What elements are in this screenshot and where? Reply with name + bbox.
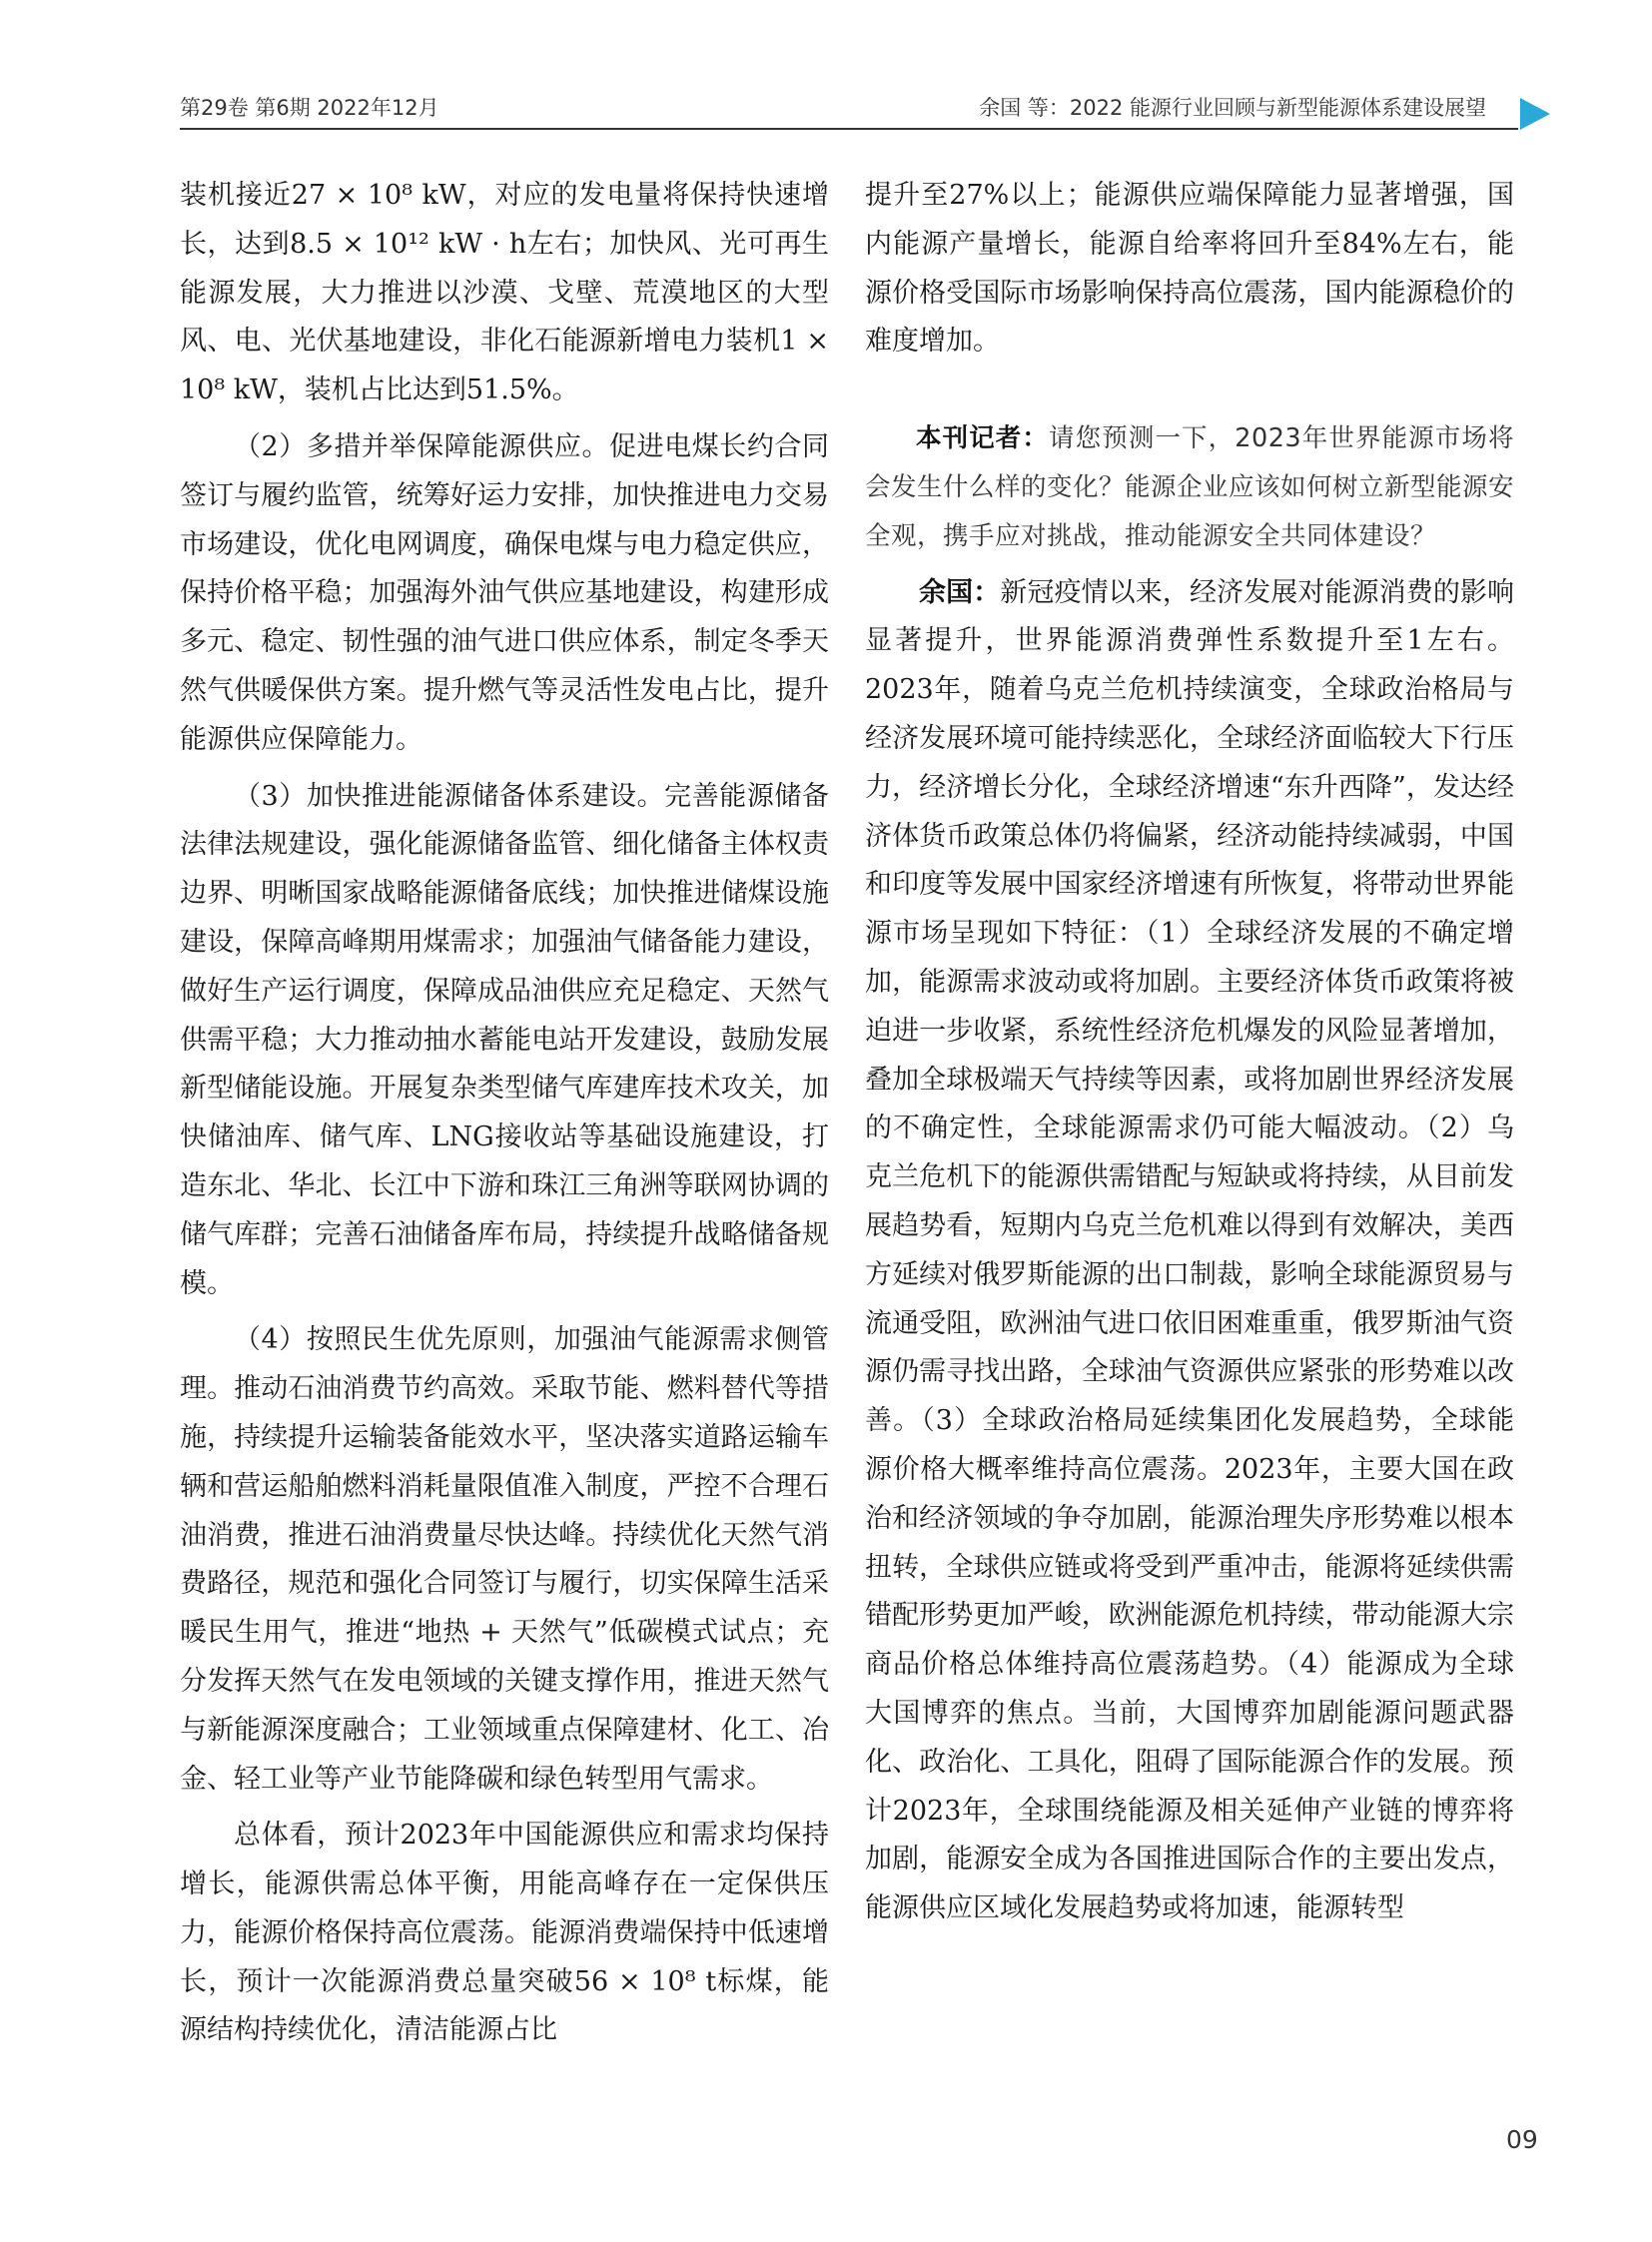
left-column [180,172,829,2063]
paragraph: （4）按照民生优先原则，加强油气能源需求侧管理。推动石油消费节约高效。采取节能、燃料替代等措施，持续提升运输装备能效水平，坚决落实道路运输车辆和营运船舶燃料消耗量限值准入制度，严控不合理石油消费，推进石油消费量尽快达峰。持续优化天然气消费路径，规范和强化合同签订与履行，切实保障生活采暖民生用气，推进“地热 + 天然气”低碳模式试点；充分发挥天然气在发电领域的关键支撑作用，推进天然气与新能源深度融合；工业领域重点保障建材、化工、冶金、轻工业等产业节能降碳和绿色转型用气需求。 [180,1324,829,1795]
question-text: 请您预测一下，2023年世界能源市场将会发生什么样的变化？能源企业应该如何树立新型能源安全观，携手应对挑战，推动能源安全共同体建设？ [865,423,1515,551]
paragraph: （3）加快推进能源储备体系建设。完善能源储备法律法规建设，强化能源储备监管、细化储备主体权责边界、明晰国家战略能源储备底线；加快推进储煤设施建设，保障高峰期用煤需求；加强油气储备能力建设，做好生产运行调度，保障成品油供应充足稳定、天然气供需平稳；大力推动抽水蓄能电站开发建设，鼓励发展新型储能设施。开展复杂类型储气库建库技术攻关，加快储油库、储气库、LNG接收站等基础设施建设，打造东北、华北、长江中下游和珠江三角洲等联网协调的储气库群；完善石油储备库布局，持续提升战略储备规模。 [180,780,829,1299]
answer-text: 新冠疫情以来，经济发展对能源消费的影响显著提升，世界能源消费弹性系数提升至1左右。2023年，随着乌克兰危机持续演变，全球政治格局与经济发展环境可能持续恶化，全球经济面临较大下行压力，经济增长分化，全球经济增速“东升西降”，发达经济体货币政策总体仍将偏紧，经济动能持续减弱，中国和印度等发展中国家经济增速有所恢复，将带动世界能源市场呈现如下特征：（1）全球经济发展的不确定增加，能源需求波动或将加剧。主要经济体货币政策将被迫进一步收紧，系统性经济危机爆发的风险显著增加，叠加全球极端天气持续等因素，或将加剧世界经济发展的不确定性，全球能源需求仍可能大幅波动。（2）乌克兰危机下的能源供需错配与短缺或将持续，从目前发展趋势看，短期内乌克兰危机难以得到有效解决，美西方延续对俄罗斯能源的出口制裁，影响全球能源贸易与流通受阻，欧洲油气进口依旧困难重重，俄罗斯油气资源仍需寻找出路，全球油气资源供应紧张的形势难以改善。（3）全球政治格局延续集团化发展趋势，全球能源价格大概率维持高位震荡。2023年，主要大国在政治和经济领域的争夺加剧，能源治理失序形势难以根本扭转，全球供应链或将受到严重冲击，能源将延续供需错配形势更加严峻，欧洲能源危机持续，带动能源大宗商品价格总体维持高位震荡趋势。（4）能源成为全球大国博弈的焦点。当前，大国博弈加剧能源问题武器化、政治化、工具化，阻碍了国际能源合作的发展。预计2023年，全球围绕能源及相关延伸产业链的博弈将加剧，能源安全成为各国推进国际合作的主要出发点，能源供应区域化发展趋势或将加速，能源转型 [865,576,1515,1924]
paragraph: （2）多措并举保障能源供应。促进电煤长约合同签订与履约监管，统筹好运力安排，加快推进电力交易市场建设，优化电网调度，确保电煤与电力稳定供应，保持价格平稳；加强海外油气供应基地建设，构建形成多元、稳定、韧性强的油气进口供应体系，制定冬季天然气供暖保供方案。提升燃气等灵活性发电占比，提升能源供应保障能力。 [180,430,829,755]
running-header [180,88,1508,128]
journal-issue: 第29卷 第6期 2022年12月 [180,96,439,120]
paragraph: 装机接近27 × 10⁸ kW，对应的发电量将保持快速增长，达到8.5 × 10¹² kW · h左右；加快风、光可再生能源发展，大力推进以沙漠、戈壁、荒漠地区的大型风、电、光伏基地建设，非化石能源新增电力装机1 × 10⁸ kW，装机占比达到51.5%。 [180,180,829,406]
article-running-title: 余国 等：2022 能源行业回顾与新型能源体系建设展望 [979,96,1486,120]
corner-triangle-icon [1520,98,1550,130]
answer-lead: 余国： [919,576,1001,608]
page-number: 09 [1506,2125,1538,2154]
section-gap [865,374,1514,414]
question-lead: 本刊记者： [916,423,1050,454]
paragraph: 提升至27%以上；能源供应端保障能力显著增强，国内能源产量增长，能源自给率将回升至84%左右，能源价格受国际市场影响保持高位震荡，国内能源稳价的难度增加。 [865,180,1514,358]
interview-answer [865,569,1514,1933]
paragraph: 总体看，预计2023年中国能源供应和需求均保持增长，能源供需总体平衡，用能高峰存在一定保供压力，能源价格保持高位震荡。能源消费端保持中低速增长，预计一次能源消费总量突破56 × 10⁸ t标煤，能源结构持续优化，清洁能源占比 [180,1820,829,2046]
header-rule [180,128,1518,130]
interview-question [865,414,1514,560]
right-column [865,172,1514,1941]
